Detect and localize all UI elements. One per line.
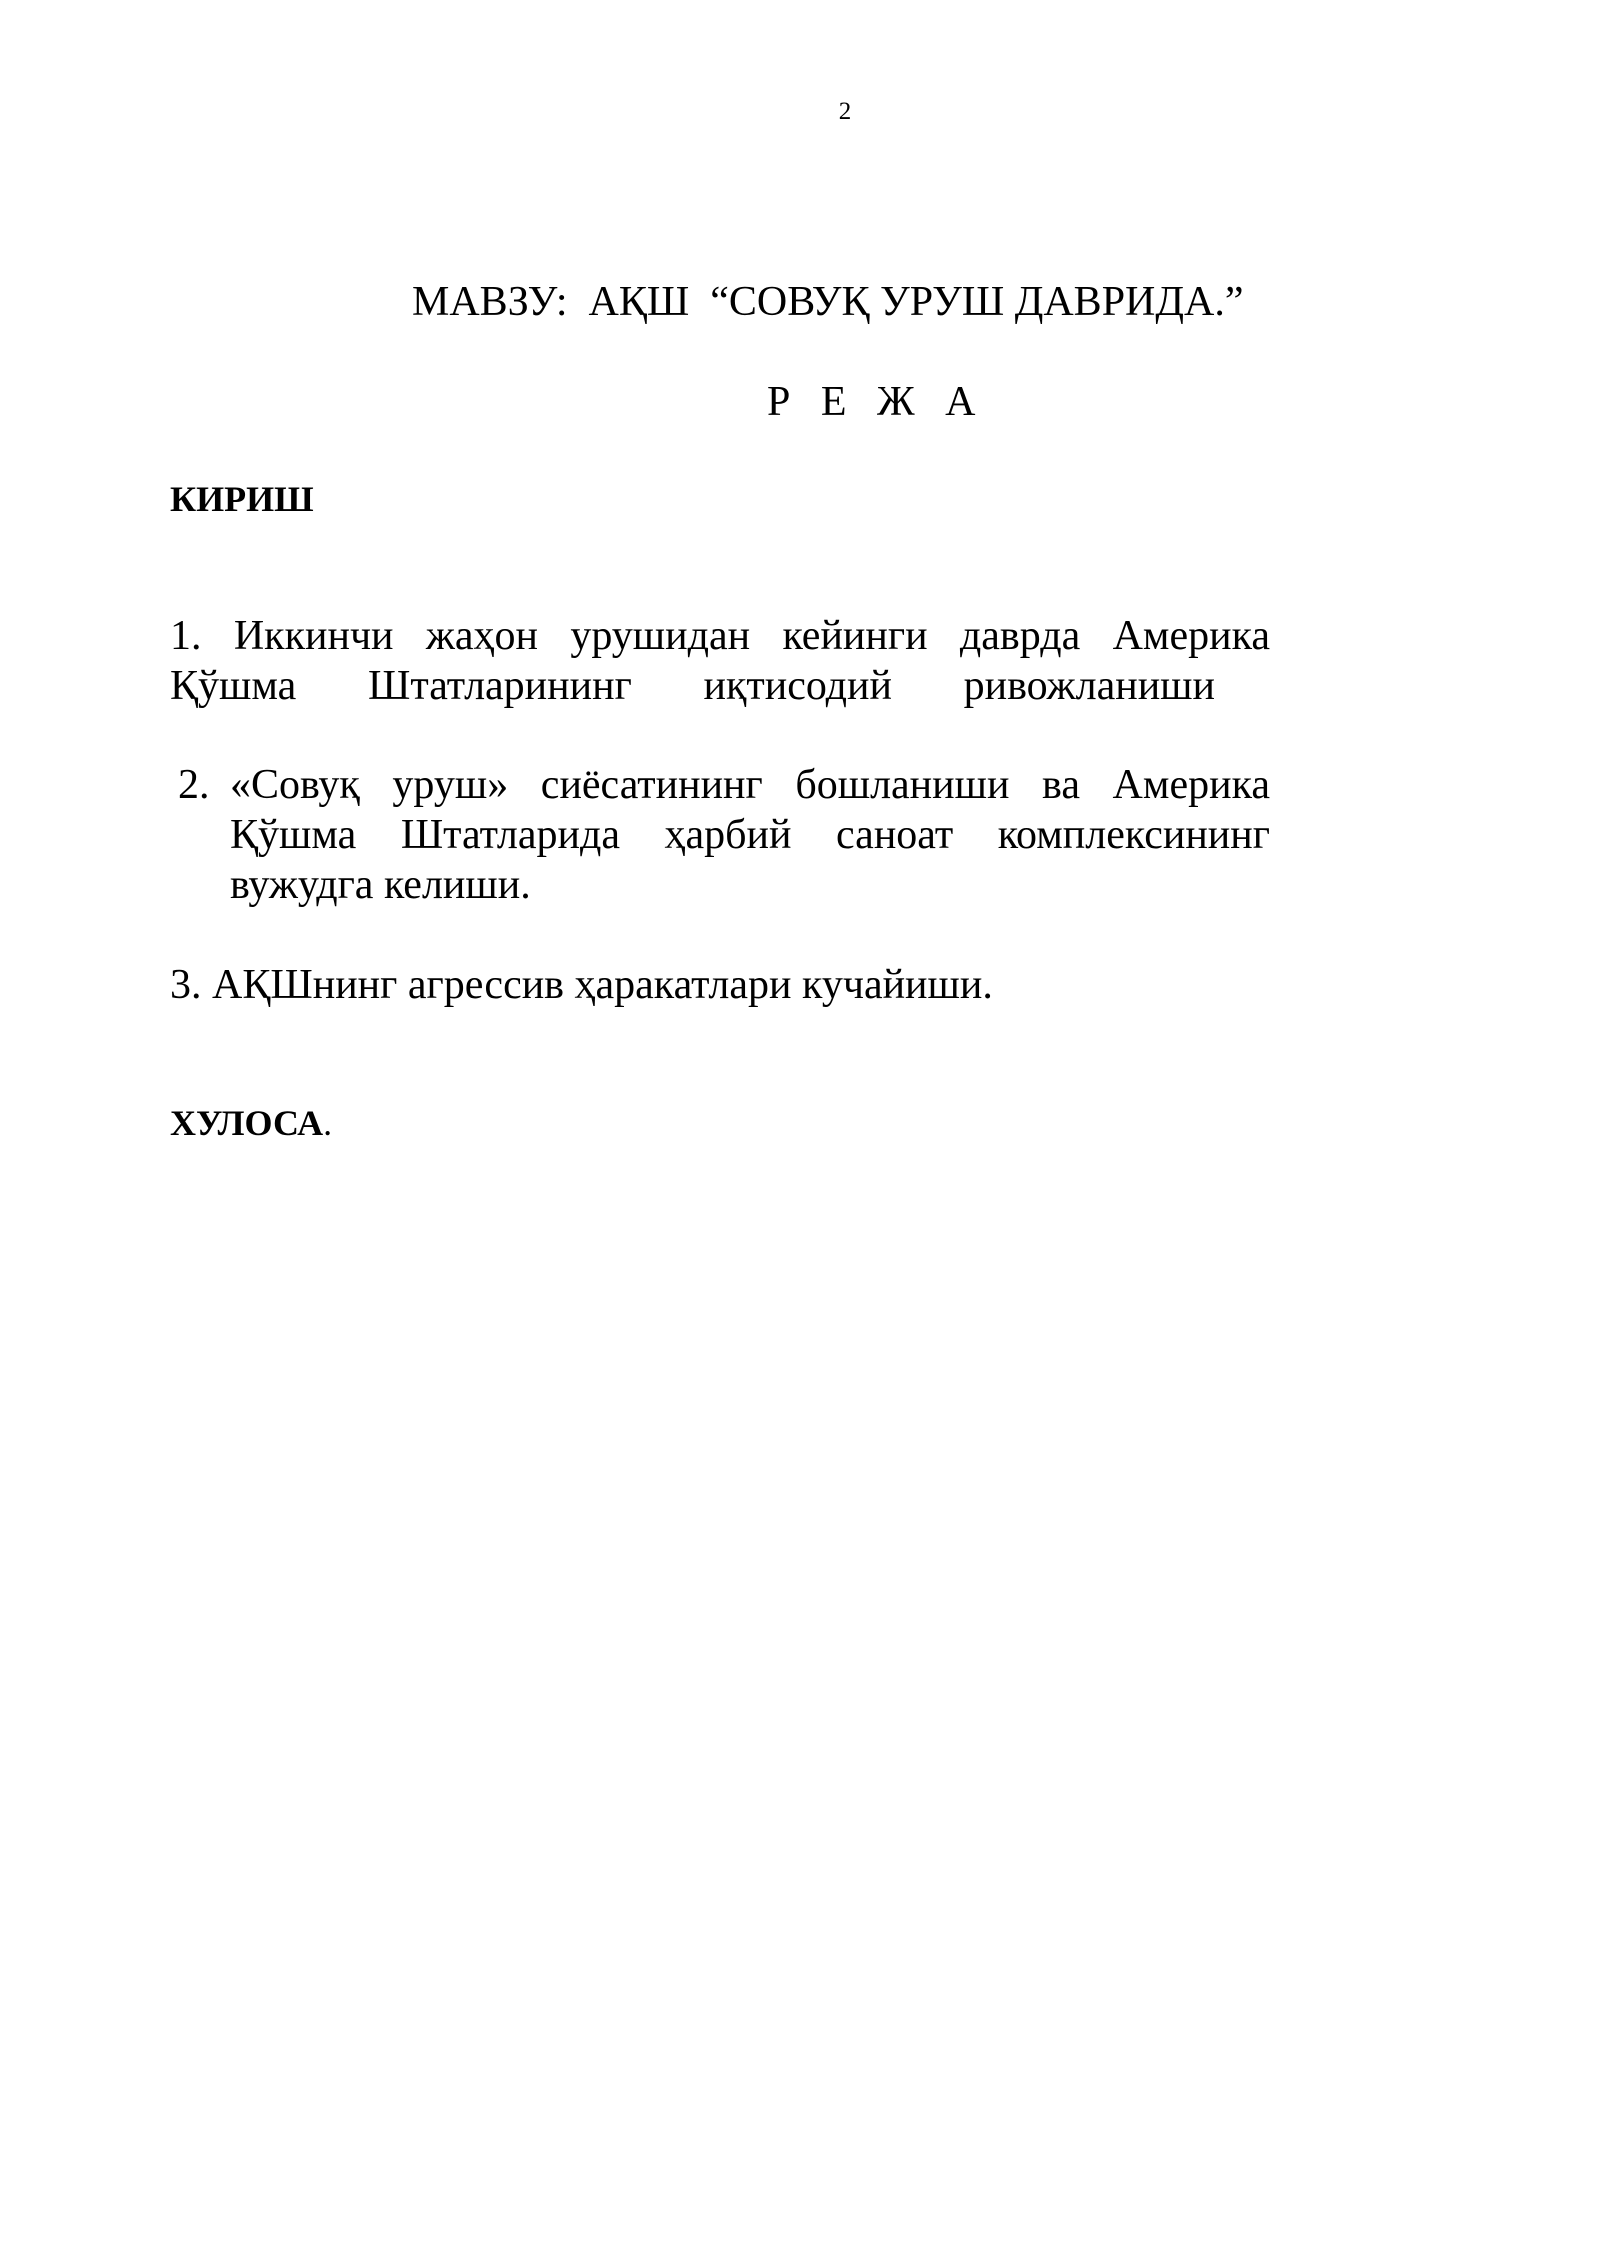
conclusion-heading-text: ХУЛОСА bbox=[170, 1103, 324, 1143]
plan-item-text: АҚШнинг агрессив ҳаракатлари кучайиши. bbox=[212, 962, 993, 1008]
plan-item-line: Қўшма Штатларида ҳарбий саноат комплексининг bbox=[230, 812, 1270, 858]
intro-heading: КИРИШ bbox=[170, 479, 314, 519]
plan-item-1 bbox=[170, 611, 1270, 711]
plan-item-number: 3. bbox=[170, 962, 202, 1008]
conclusion-heading bbox=[170, 1102, 332, 1144]
plan-item-line bbox=[170, 611, 1270, 661]
page-number: 2 bbox=[838, 98, 852, 125]
plan-item-line: «Совуқ уруш» сиёсатининг бошланиши ва Америка bbox=[230, 762, 1270, 808]
plan-item-line: вужудга келиши. bbox=[230, 862, 531, 908]
plan-item-3 bbox=[170, 960, 993, 1010]
plan-item-text: Иккинчи жаҳон урушидан кейинги даврда Америка bbox=[233, 613, 1271, 659]
plan-item-number: 2. bbox=[178, 762, 210, 808]
conclusion-punctuation: . bbox=[323, 1103, 333, 1143]
plan-item-number: 1. bbox=[170, 613, 202, 659]
plan-heading: Р Е Ж А bbox=[767, 379, 986, 425]
plan-item-body bbox=[230, 760, 1270, 910]
plan-item-2 bbox=[178, 760, 1270, 910]
plan-item-line: Қўшма Штатларининг иқтисодий ривожланиши bbox=[170, 663, 1215, 709]
topic-title: МАВЗУ: АҚШ “СОВУҚ УРУШ ДАВРИДА.” bbox=[412, 279, 1244, 325]
